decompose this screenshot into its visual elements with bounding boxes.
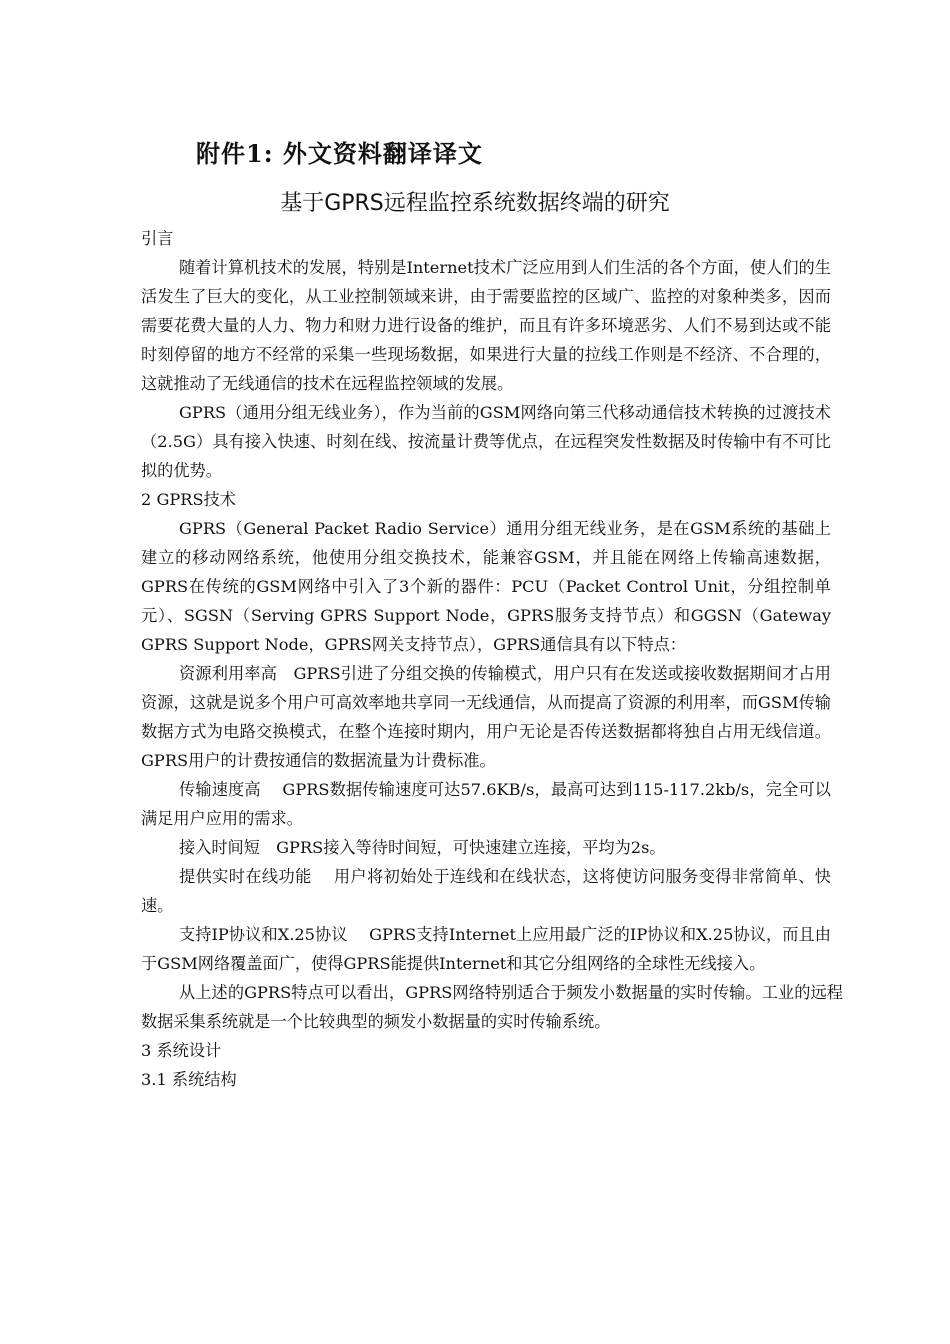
paragraph-feature-transfer-speed: 传输速度高 GPRS数据传输速度可达57.6KB/s，最高可达到115-117.2kb/s，完全可以满足用户应用的需求。 — [141, 780, 831, 828]
document-body — [141, 224, 843, 1094]
paragraph-intro-1: 随着计算机技术的发展，特别是Internet技术广泛应用到人们生活的各个方面，使人们的生活发生了巨大的变化，从工业控制领域来讲，由于需要监控的区域广、监控的对象种类多，因而需要花费大量的人力、物力和财力进行设备的维护，而且有许多环境恶劣、人们不易到达或不能时刻停留的地方不经常的采集一些现场数据，如果进行大量的拉线工作则是不经济、不合理的，这就推动了无线通信的技术在远程监控领域的发展。 — [141, 258, 831, 393]
section-heading-intro: 引言 — [141, 229, 174, 248]
paper-title: 基于GPRS远程监控系统数据终端的研究 — [280, 191, 670, 216]
paragraph-intro-2: GPRS（通用分组无线业务），作为当前的GSM网络向第三代移动通信技术转换的过渡技术（2.5G）具有接入快速、时刻在线、按流量计费等优点，在远程突发性数据及时传输中有不可比拟的优势。 — [141, 403, 831, 480]
section-heading-gprs: 2 GPRS技术 — [141, 490, 236, 509]
attachment-title: 附件1: 外文资料翻译译文 — [196, 139, 483, 168]
paragraph-feature-resource-utilization: 资源利用率高 GPRS引进了分组交换的传输模式，用户只有在发送或接收数据期间才占用资源，这就是说多个用户可高效率地共享同一无线通信，从而提高了资源的利用率，而GSM传输数据方式为电路交换模式，在整个连接时期内，用户无论是否传送数据都将独自占用无线信道。GPRS用户的计费按通信的数据流量为计费标准。 — [141, 664, 831, 770]
paragraph-feature-ip-x25: 支持IP协议和X.25协议 GPRS支持Internet上应用最广泛的IP协议和X.25协议，而且由于GSM网络覆盖面广，使得GPRS能提供Internet和其它分组网络的全球性无线接入。 — [141, 925, 831, 973]
section-heading-system-design: 3 系统设计 — [141, 1041, 222, 1060]
paragraph-summary: 从上述的GPRS特点可以看出，GPRS网络特别适合于频发小数据量的实时传输。工业的远程数据采集系统就是一个比较典型的频发小数据量的实时传输系统。 — [141, 983, 843, 1031]
paragraph-gprs-overview: GPRS（General Packet Radio Service）通用分组无线业务，是在GSM系统的基础上建立的移动网络系统，他使用分组交换技术，能兼容GSM，并且能在网络上传输高速数据，GPRS在传统的GSM网络中引入了3个新的器件：PCU（Packet Control Unit，分组控制单元）、SGSN（Serving GPRS Support Node，GPRS服务支持节点）和GGSN（Gateway GPRS Support Node，GPRS网关支持节点），GPRS通信具有以下特点： — [141, 519, 831, 654]
paragraph-feature-realtime-online: 提供实时在线功能 用户将初始处于连线和在线状态，这将使访问服务变得非常简单、快速。 — [141, 867, 831, 915]
paragraph-feature-access-time: 接入时间短 GPRS接入等待时间短，可快速建立连接，平均为2s。 — [179, 838, 666, 857]
section-heading-system-structure: 3.1 系统结构 — [141, 1070, 237, 1089]
